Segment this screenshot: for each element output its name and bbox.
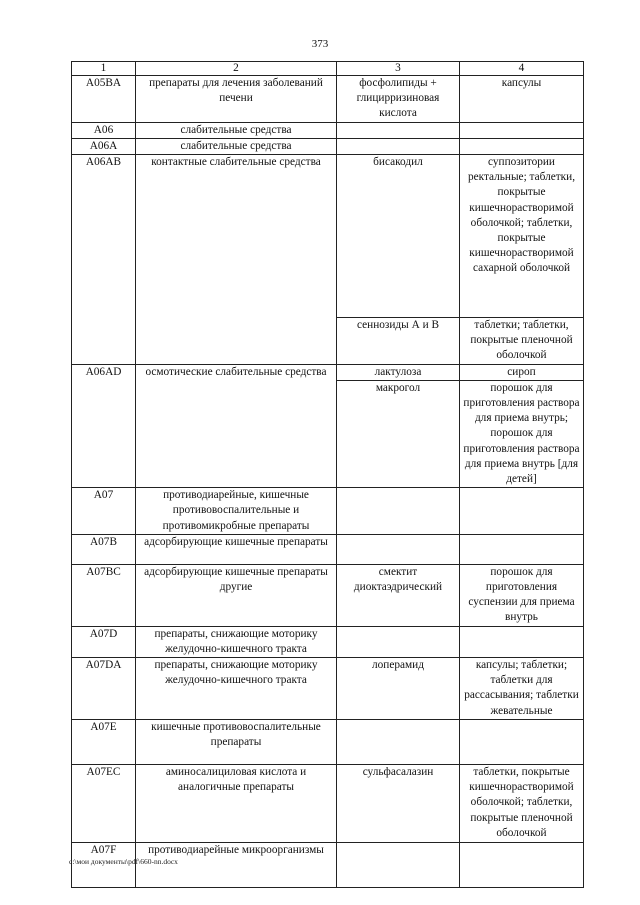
anatomical-group-cell: контактные слабительные средства [136, 155, 337, 365]
table-row [72, 564, 584, 626]
anatomical-group-cell: слабительные средства [136, 122, 337, 138]
table-row [72, 534, 584, 564]
dosage-form-cell [460, 138, 584, 154]
atc-code-cell: A05BA [72, 76, 136, 123]
drug-name-cell [337, 534, 460, 564]
atc-code-cell: A07F [72, 842, 136, 887]
table-row [72, 658, 584, 720]
atc-code-cell: A07BC [72, 564, 136, 626]
dosage-form-cell: порошок для приготовления раствора для приема внутрь; порошок для приготовления раствора для приема внутрь [для детей] [460, 380, 584, 487]
drug-name-cell: сульфасалазин [337, 764, 460, 842]
anatomical-group-cell: кишечные противовоспалительные препараты [136, 719, 337, 764]
atc-code-cell: A07EC [72, 764, 136, 842]
table-row [72, 122, 584, 138]
atc-code-cell: A07 [72, 488, 136, 535]
anatomical-group-cell: слабительные средства [136, 138, 337, 154]
column-header: 2 [136, 62, 337, 76]
table-row [72, 626, 584, 657]
dosage-form-cell [460, 719, 584, 764]
dosage-form-cell [460, 842, 584, 887]
column-header: 1 [72, 62, 136, 76]
drug-name-cell [337, 122, 460, 138]
medication-table [71, 61, 584, 888]
dosage-form-cell [460, 488, 584, 535]
anatomical-group-cell: осмотические слабительные средства [136, 364, 337, 488]
drug-name-cell [337, 719, 460, 764]
dosage-form-cell: капсулы; таблетки; таблетки для рассасывания; таблетки жевательные [460, 658, 584, 720]
anatomical-group-cell: аминосалициловая кислота и аналогичные препараты [136, 764, 337, 842]
table-header-row [72, 62, 584, 76]
atc-code-cell: A07E [72, 719, 136, 764]
anatomical-group-cell: препараты, снижающие моторику желудочно-кишечного тракта [136, 626, 337, 657]
anatomical-group-cell: противодиарейные микроорганизмы [136, 842, 337, 887]
footer-file-path: c:\мои документы\pdf\660-nn.docx [69, 857, 178, 866]
drug-name-cell: лактулоза [337, 364, 460, 380]
drug-name-cell: бисакодил [337, 155, 460, 318]
atc-code-cell: A06 [72, 122, 136, 138]
drug-name-cell: лоперамид [337, 658, 460, 720]
drug-name-cell: смектит диоктаэдрический [337, 564, 460, 626]
dosage-form-cell [460, 122, 584, 138]
page-number: 373 [311, 38, 329, 50]
dosage-form-cell: суппозитории ректальные; таблетки, покрытые кишечнорастворимой оболочкой; таблетки, покрытые кишечнорастворимой сахарной оболочкой [460, 155, 584, 318]
dosage-form-cell: сироп [460, 364, 584, 380]
table-row [72, 155, 584, 318]
drug-name-cell: сеннозиды А и В [337, 318, 460, 365]
anatomical-group-cell: адсорбирующие кишечные препараты другие [136, 564, 337, 626]
drug-name-cell [337, 488, 460, 535]
dosage-form-cell: таблетки, покрытые кишечнорастворимой оболочкой; таблетки, покрытые пленочной оболочкой [460, 764, 584, 842]
drug-name-cell [337, 626, 460, 657]
atc-code-cell: A07B [72, 534, 136, 564]
dosage-form-cell: порошок для приготовления суспензии для приема внутрь [460, 564, 584, 626]
table-row [72, 488, 584, 535]
atc-code-cell: A07DA [72, 658, 136, 720]
dosage-form-cell: капсулы [460, 76, 584, 123]
table-row [72, 719, 584, 764]
table-row [72, 138, 584, 154]
anatomical-group-cell: препараты, снижающие моторику желудочно-кишечного тракта [136, 658, 337, 720]
drug-name-cell: фосфолипиды + глицирризиновая кислота [337, 76, 460, 123]
atc-code-cell: A06AB [72, 155, 136, 365]
drug-name-cell [337, 842, 460, 887]
anatomical-group-cell: препараты для лечения заболеваний печени [136, 76, 337, 123]
dosage-form-cell [460, 534, 584, 564]
column-header: 3 [337, 62, 460, 76]
table-row [72, 764, 584, 842]
atc-code-cell: A06A [72, 138, 136, 154]
table-row [72, 76, 584, 123]
dosage-form-cell [460, 626, 584, 657]
atc-code-cell: A07D [72, 626, 136, 657]
anatomical-group-cell: противодиарейные, кишечные противовоспалительные и противомикробные препараты [136, 488, 337, 535]
drug-name-cell: макрогол [337, 380, 460, 487]
table-row [72, 364, 584, 380]
atc-code-cell: A06AD [72, 364, 136, 488]
column-header: 4 [460, 62, 584, 76]
anatomical-group-cell: адсорбирующие кишечные препараты [136, 534, 337, 564]
drug-name-cell [337, 138, 460, 154]
dosage-form-cell: таблетки; таблетки, покрытые пленочной оболочкой [460, 318, 584, 365]
